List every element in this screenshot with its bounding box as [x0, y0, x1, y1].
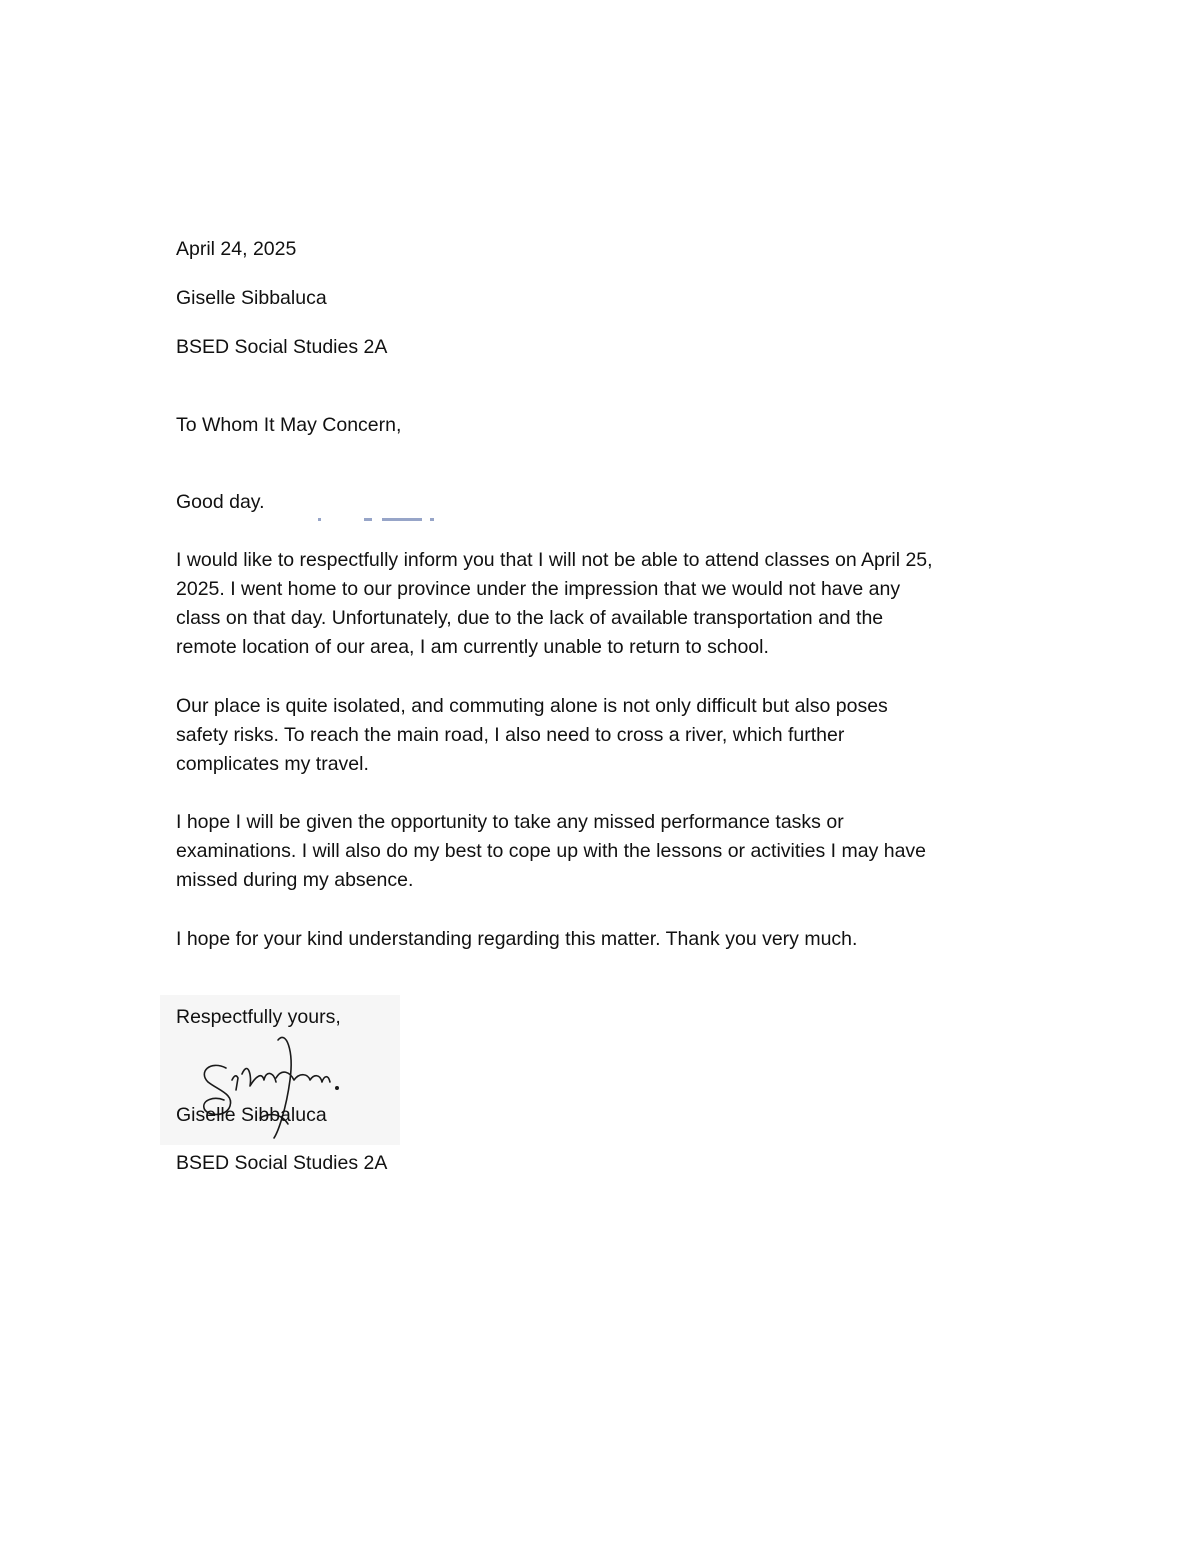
scan-artifact [316, 518, 446, 524]
closing: Respectfully yours, [176, 1006, 341, 1028]
body-paragraph-2: Our place is quite isolated, and commuting alone is not only difficult but also poses safety risks. To reach the main road, I also need to cross a river, which further complicates my travel. [176, 695, 888, 775]
signatory-program: BSED Social Studies 2A [176, 1152, 388, 1174]
body-paragraph-4: I hope for your kind understanding regarding this matter. Thank you very much. [176, 928, 858, 950]
letter-date: April 24, 2025 [176, 238, 297, 260]
signatory-name: Giselle Sibbaluca [176, 1104, 327, 1126]
salutation: To Whom It May Concern, [176, 414, 402, 436]
sender-name: Giselle Sibbaluca [176, 287, 327, 309]
greeting: Good day. [176, 491, 265, 513]
body-paragraph-3: I hope I will be given the opportunity to take any missed performance tasks or examinations. I will also do my best to cope up with the lessons or activities I may have missed during my absence. [176, 811, 927, 891]
body-paragraph-1: I would like to respectfully inform you that I will not be able to attend classes on April 25, 2025. I went home to our province under the impression that we would not have any class on that day. Unfortunately, due to the lack of available transportation and the remote location of our area, I am currently unable to return to school. [176, 549, 933, 658]
sender-program: BSED Social Studies 2A [176, 336, 388, 358]
